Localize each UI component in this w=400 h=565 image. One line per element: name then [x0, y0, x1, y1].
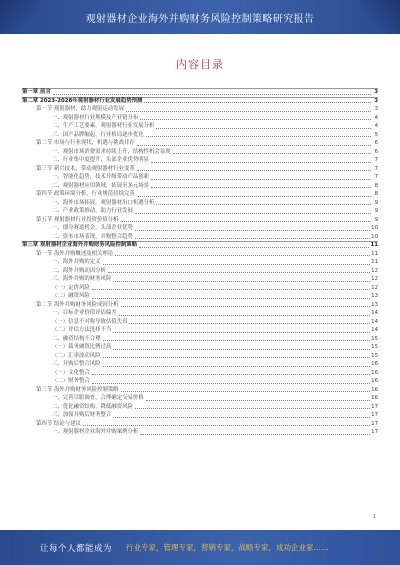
footer-slogan: 让每个人都能成为	[40, 543, 113, 554]
toc-entry-page: 14	[371, 318, 378, 325]
toc-entry-page: 13	[371, 293, 378, 299]
toc-entry-page: 7	[374, 157, 378, 163]
toc-entry-label: 一、目标企业价值评估偏差	[52, 310, 117, 316]
toc-leader-dots	[137, 196, 371, 197]
banner-decoration-right	[360, 0, 400, 34]
toc-entry-label: 二、优化融资结构，降低融资风险	[52, 403, 133, 410]
toc-leader-dots	[113, 417, 370, 418]
toc-entry[interactable]	[22, 207, 378, 216]
toc-entry-label: 二、产业政策推动，助力行业发展	[52, 208, 133, 214]
toc-leader-dots	[137, 170, 371, 171]
toc-entry[interactable]	[22, 258, 378, 267]
toc-leader-dots	[83, 425, 370, 426]
toc-entry-page: 9	[374, 199, 378, 206]
toc-entry-page: 15	[371, 352, 378, 359]
toc-entry[interactable]	[22, 411, 378, 420]
toc-entry-page: 6	[374, 148, 378, 155]
toc-entry-label: 二、海外并购动因分析	[52, 267, 106, 274]
toc-entry[interactable]	[22, 114, 378, 123]
toc-entry-label: 一、细分赛道机会，头部企业优势	[52, 225, 133, 231]
toc-entry[interactable]	[22, 309, 378, 318]
toc-entry-page: 13	[371, 301, 378, 308]
toc-entry-label: （二）财务整合	[52, 378, 90, 384]
toc-entry-page: 7	[374, 174, 378, 180]
toc-entry[interactable]	[22, 301, 378, 310]
toc-entry-label: 第三章 观射器材企业海外并购财务风险控制策略	[22, 242, 138, 248]
toc-entry-page: 15	[371, 344, 378, 350]
toc-leader-dots	[173, 153, 371, 154]
toc-entry-label: 三、海外并购的财务风险	[52, 276, 112, 282]
toc-leader-dots	[121, 306, 371, 307]
page-number: 1	[372, 514, 376, 520]
toc-entry[interactable]	[22, 224, 378, 233]
toc-leader-dots	[146, 400, 370, 401]
toc-entry[interactable]	[22, 326, 378, 335]
toc-leader-dots	[115, 255, 370, 256]
toc-entry-page: 16	[371, 395, 378, 401]
toc-entry-label: 一、观射市场消费需求持续上升，结构性机会显现	[52, 148, 171, 155]
toc-leader-dots	[113, 281, 370, 282]
toc-entry-label: 第三节 新兴技术，带动观射器材行业变革	[36, 165, 135, 172]
toc-entry[interactable]	[22, 199, 378, 208]
toc-entry-label: 三、并购后整合风险	[52, 361, 101, 367]
toc-entry-page: 14	[371, 310, 378, 316]
toc-entry[interactable]	[22, 139, 378, 148]
toc-entry[interactable]	[22, 182, 378, 191]
toc-entry-label: 一、智能化趋势，技术升级带动产品创新	[52, 174, 150, 180]
toc-entry[interactable]	[22, 122, 378, 131]
toc-leader-dots	[92, 289, 370, 290]
toc-leader-dots	[139, 247, 369, 248]
toc-leader-dots	[129, 323, 370, 324]
toc-entry-page: 5	[374, 131, 378, 138]
toc-entry[interactable]	[22, 420, 378, 429]
toc-entry-page: 11	[370, 242, 378, 248]
toc-entry-page: 11	[371, 250, 378, 257]
toc-entry-page: 3	[374, 106, 378, 112]
footer-banner	[0, 530, 400, 565]
toc-entry[interactable]	[22, 173, 378, 182]
report-title: 观射器材企业海外并购财务风险控制策略研究报告	[85, 13, 315, 25]
toc-entry-label: 第一节 海外并购概述及相关理论	[36, 250, 114, 257]
toc-title: 内容目录	[176, 58, 224, 71]
toc-entry[interactable]	[22, 394, 378, 403]
toc-entry-label: 第一章 前言	[22, 89, 51, 95]
toc-leader-dots	[140, 434, 370, 435]
toc-entry-label: 二、融资结构不合理	[52, 335, 101, 342]
toc-entry[interactable]	[22, 386, 378, 395]
toc-entry-page: 17	[371, 429, 378, 435]
document-page	[0, 34, 400, 530]
toc-leader-dots	[135, 408, 370, 409]
toc-entry-label: 二、生产工艺要素，观射器材行业发展分析	[52, 123, 155, 129]
toc-entry[interactable]	[22, 292, 378, 301]
toc-entry[interactable]	[22, 369, 378, 378]
toc-entry-page: 16	[371, 386, 378, 393]
toc-entry-label: （一）文化整合	[52, 369, 90, 376]
toc-entry-page: 9	[374, 216, 378, 223]
toc-entry[interactable]	[22, 165, 378, 174]
toc-leader-dots	[137, 145, 371, 146]
toc-entry-page: 15	[371, 335, 378, 342]
toc-entry[interactable]	[22, 131, 378, 140]
toc-entry-page: 12	[371, 267, 378, 274]
toc-entry[interactable]	[22, 190, 378, 199]
toc-entry-label: 第二章 2023-2028年观射器材行业发展趋势预测	[22, 97, 143, 104]
toc-entry-label: 第二节 海外并购财务风险成因分析	[36, 301, 119, 308]
toc-leader-dots	[121, 391, 371, 392]
toc-entry[interactable]	[22, 343, 378, 352]
toc-entry-page: 14	[371, 327, 378, 333]
toc-entry-page: 8	[374, 191, 378, 197]
toc-leader-dots	[103, 340, 371, 341]
toc-entry-page: 17	[371, 403, 378, 410]
toc-leader-dots	[135, 213, 371, 214]
toc-leader-dots	[135, 238, 370, 239]
toc-entry-label: 三、加强并购后财务整合	[52, 412, 112, 418]
footer-tagline: 行业专家，管理专家，营销专家，战略专家，成功企业家……	[126, 543, 329, 552]
toc-leader-dots	[151, 162, 371, 163]
toc-entry[interactable]	[22, 241, 378, 250]
toc-leader-dots	[113, 349, 370, 350]
toc-entry[interactable]	[22, 148, 378, 157]
toc-entry-page: 10	[371, 233, 378, 240]
toc-entry-label: 第五节 观射器材行业投资价值分析	[36, 216, 119, 223]
toc-entry-page: 9	[374, 208, 378, 214]
header-banner	[0, 0, 400, 34]
toc-entry-page: 16	[371, 369, 378, 376]
toc-leader-dots	[156, 128, 371, 129]
toc-entry[interactable]	[22, 216, 378, 225]
toc-entry-label: 第三节 海外并购财务风险控制策略	[36, 386, 119, 393]
toc-entry[interactable]	[22, 284, 378, 293]
toc-leader-dots	[135, 230, 370, 231]
toc-leader-dots	[92, 298, 370, 299]
toc-leader-dots	[92, 374, 370, 375]
toc-entry-label: 第一节 观射器材，助力观射运动发展	[36, 106, 124, 112]
toc-entry-page: 3	[374, 89, 378, 95]
toc-entry-label: 第四节 结论与建议	[36, 420, 81, 427]
toc-entry-page: 7	[374, 165, 378, 172]
toc-entry[interactable]	[22, 318, 378, 327]
toc-leader-dots	[144, 102, 371, 103]
toc-entry[interactable]	[22, 335, 378, 344]
toc-leader-dots	[151, 179, 371, 180]
toc-entry-page: 3	[374, 97, 378, 104]
toc-entry-page: 16	[371, 361, 378, 367]
toc-entry-page: 17	[371, 420, 378, 427]
toc-entry[interactable]	[22, 352, 378, 361]
toc-entry-label: 二、观射器材应用领域，拓展至多元场景	[52, 182, 150, 189]
toc-entry[interactable]	[22, 403, 378, 412]
toc-entry-page: 6	[374, 140, 378, 146]
toc-entry[interactable]	[22, 105, 378, 114]
toc-leader-dots	[126, 111, 371, 112]
toc-leader-dots	[103, 357, 371, 358]
toc-leader-dots	[146, 136, 371, 137]
toc-entry-label: 一、海外市场拓展，观射器材出口机遇分析	[52, 199, 155, 206]
toc-leader-dots	[92, 383, 370, 384]
toc-entry[interactable]	[22, 275, 378, 284]
toc-entry-label: 二、资本市场表现，并购整合趋势	[52, 233, 133, 240]
toc-entry-page: 12	[371, 284, 378, 291]
toc-entry[interactable]	[22, 267, 378, 276]
toc-entry-page: 8	[374, 182, 378, 189]
toc-entry-label: （一）定价风险	[52, 284, 90, 291]
toc-entry-label: （二）融资风险	[52, 293, 90, 299]
toc-leader-dots	[151, 187, 371, 188]
toc-leader-dots	[140, 119, 371, 120]
toc-leader-dots	[121, 221, 371, 222]
toc-entry-label: （一）债务融资比例过高	[52, 344, 112, 350]
toc-entry-label: 一、海外并购的定义	[52, 259, 101, 265]
toc-entry-label: 一、完善尽职调查，合理确定交易价格	[52, 395, 144, 401]
toc-entry-label: （一）信息不对称导致估值失真	[52, 318, 128, 325]
toc-entry-page: 12	[371, 276, 378, 282]
toc-leader-dots	[113, 332, 370, 333]
toc-entry-page: 16	[371, 378, 378, 384]
toc-entry[interactable]	[22, 88, 378, 97]
toc-entry-page: 11	[371, 259, 378, 265]
toc-leader-dots	[156, 204, 371, 205]
toc-leader-dots	[103, 366, 371, 367]
toc-entry[interactable]	[22, 377, 378, 386]
toc-entry-page: 17	[371, 412, 378, 418]
toc-entry[interactable]	[22, 233, 378, 242]
toc-leader-dots	[103, 264, 371, 265]
toc-entry-page: 10	[371, 225, 378, 231]
banner-decoration-left	[0, 0, 40, 34]
toc-entry-label: 第二节 市场与行业现状，机遇与挑战并存	[36, 140, 135, 146]
toc-leader-dots	[119, 315, 370, 316]
toc-entry[interactable]	[22, 97, 378, 106]
toc-leader-dots	[53, 94, 371, 95]
toc-entry-label: 三、国产品牌崛起，行业格局逐步优化	[52, 131, 144, 138]
toc-entry-label: （二）评估方法选择不当	[52, 327, 112, 333]
toc-entry-label: 一、观射器材企业海外并购案例分析	[52, 429, 139, 435]
toc-entry-label: 一、观射器材行业规模及产业链分布	[52, 114, 139, 121]
toc-entry[interactable]	[22, 360, 378, 369]
toc-list	[22, 88, 378, 437]
toc-entry-label: 第四节 政策环境分析，行业规范持续完善	[36, 191, 135, 197]
toc-entry-label: （二）汇率波动风险	[52, 352, 101, 359]
toc-entry[interactable]	[22, 250, 378, 259]
toc-entry[interactable]	[22, 428, 378, 437]
toc-entry-page: 4	[374, 114, 378, 121]
toc-entry-page: 4	[374, 123, 378, 129]
toc-entry-label: 二、行业集中度提升，头部企业优势明显	[52, 157, 150, 163]
toc-entry[interactable]	[22, 156, 378, 165]
toc-leader-dots	[108, 272, 370, 273]
